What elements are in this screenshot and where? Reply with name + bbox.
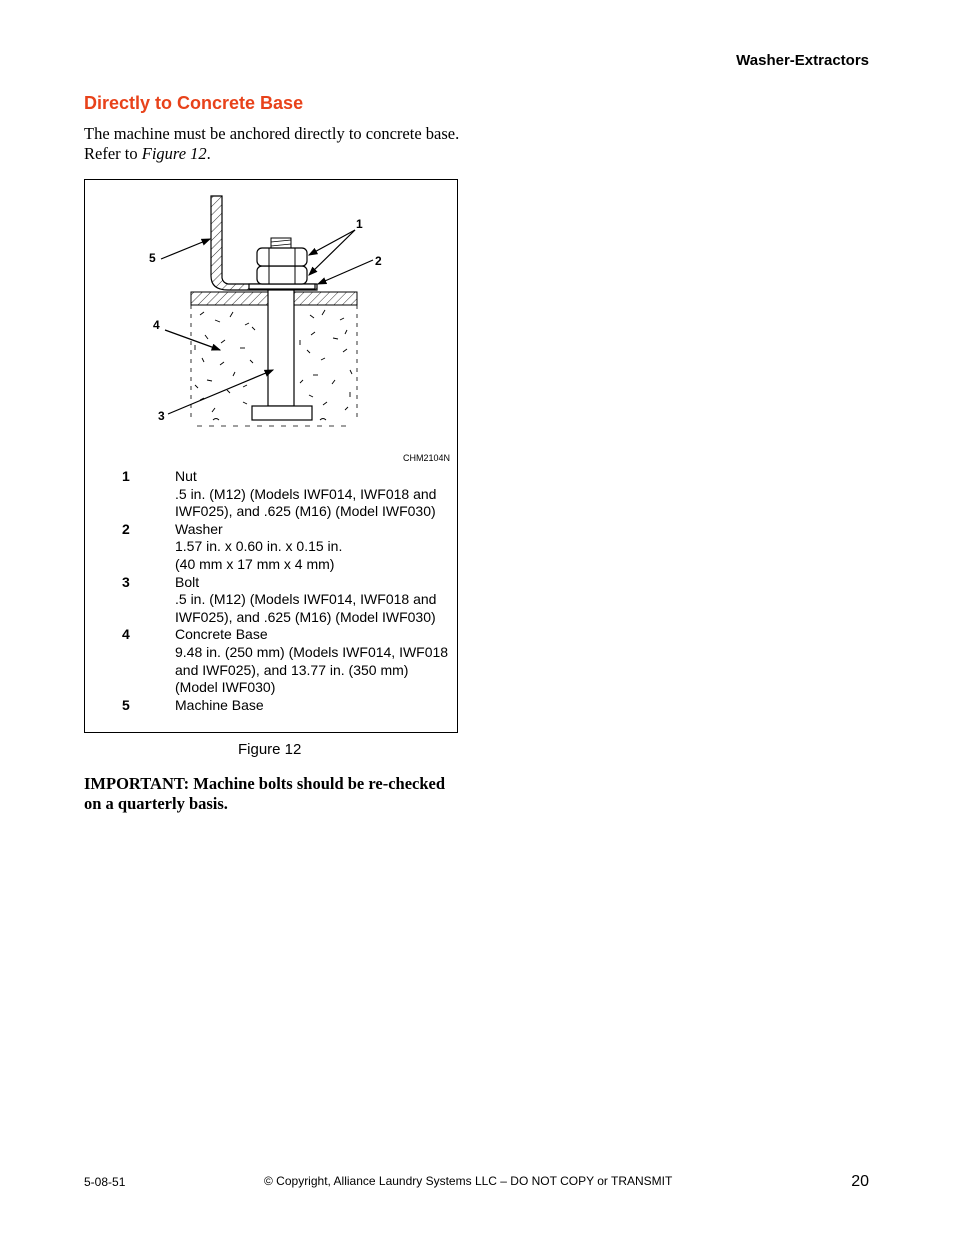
legend-item-name: Nut <box>175 468 197 484</box>
legend-item-name: Concrete Base <box>175 626 268 643</box>
legend-text <box>175 626 452 696</box>
footer-copyright: © Copyright, Alliance Laundry Systems LLC – DO NOT COPY or TRANSMIT <box>264 1174 673 1188</box>
legend-item <box>122 468 452 521</box>
upper-nut <box>257 248 307 266</box>
figure-box <box>84 179 458 733</box>
intro-paragraph <box>84 124 464 164</box>
legend-text <box>175 574 452 627</box>
legend-number: 2 <box>122 520 130 537</box>
intro-end: . <box>206 144 211 163</box>
callout-4: 4 <box>153 318 160 332</box>
callout-5: 5 <box>149 251 156 265</box>
footer-doc-number: 5-08-51 <box>84 1175 126 1189</box>
legend-item-detail: .5 in. (M12) (Models IWF014, IWF018 and IWF025), and .625 (M16) (Model IWF030) <box>175 591 437 625</box>
washer <box>249 284 315 289</box>
figure-legend <box>122 468 452 714</box>
bolt-shank <box>268 290 294 406</box>
legend-text <box>175 697 452 715</box>
callout-2: 2 <box>375 254 382 268</box>
running-header: Washer-Extractors <box>736 52 869 69</box>
figure-reference: Figure 12 <box>141 144 207 163</box>
legend-item-detail: .5 in. (M12) (Models IWF014, IWF018 and IWF025), and .625 (M16) (Model IWF030) <box>175 485 437 520</box>
footer-page-number: 20 <box>851 1173 869 1190</box>
legend-item-detail: 9.48 in. (250 mm) (Models IWF014, IWF018 and IWF025), and 13.77 in. (350 mm) (Model IWF030) <box>175 643 449 696</box>
legend-item <box>122 521 452 574</box>
legend-number: 3 <box>122 573 130 590</box>
legend-item <box>122 626 452 696</box>
legend-item-name: Bolt <box>175 573 200 590</box>
section-title: Directly to Concrete Base <box>84 93 304 113</box>
legend-item-name: Washer <box>175 520 223 537</box>
intro-text: The machine must be anchored directly to concrete base. Refer to <box>84 124 460 163</box>
callout-3: 3 <box>158 409 165 423</box>
bolt-foot <box>252 406 312 420</box>
lower-nut <box>257 266 307 284</box>
legend-text <box>175 521 452 574</box>
legend-item-detail: (40 mm x 17 mm x 4 mm) <box>175 555 335 572</box>
callout-1: 1 <box>356 217 363 231</box>
figure-code: CHM2104N <box>402 453 450 463</box>
legend-item <box>122 574 452 627</box>
legend-number: 1 <box>122 468 130 484</box>
legend-text <box>175 468 452 521</box>
legend-item <box>122 697 452 715</box>
legend-item-name: Machine Base <box>175 696 264 713</box>
figure-caption: Figure 12 <box>238 741 302 758</box>
important-note: IMPORTANT: Machine bolts should be re-checked on a quarterly basis. <box>84 774 446 813</box>
legend-number: 5 <box>122 696 130 713</box>
legend-item-detail: 1.57 in. x 0.60 in. x 0.15 in. <box>175 538 343 555</box>
legend-number: 4 <box>122 626 130 643</box>
anchor-bolt-diagram <box>85 180 459 465</box>
